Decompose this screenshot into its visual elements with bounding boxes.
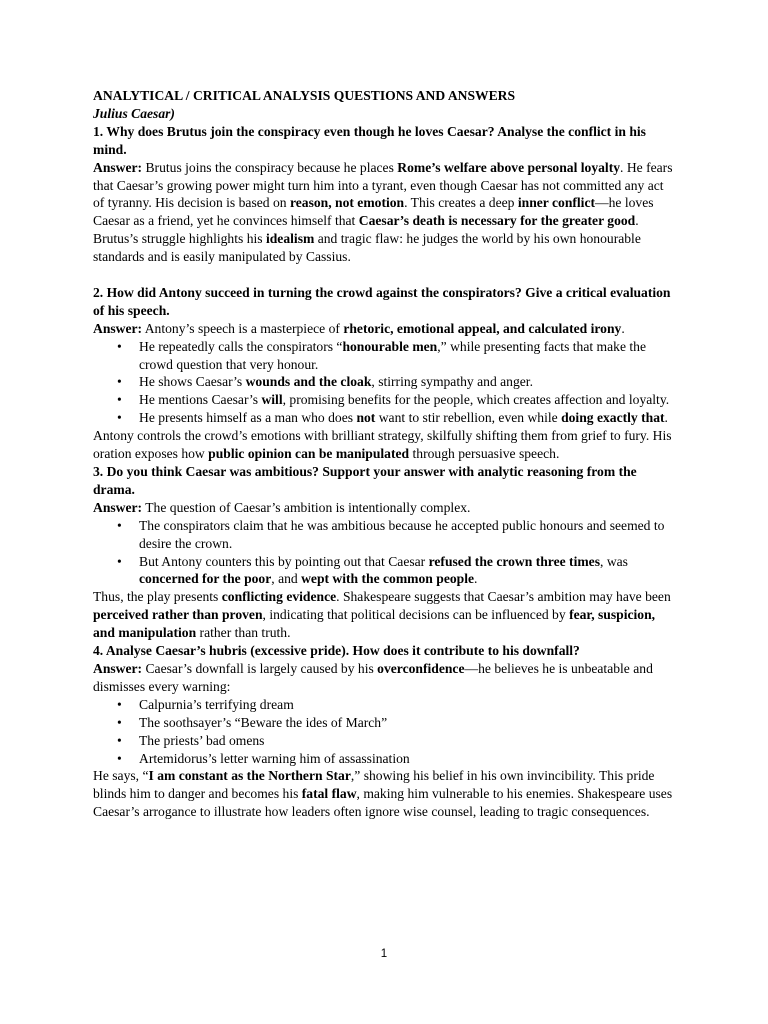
paragraph: Antony controls the crowd’s emotions with brilliant strategy, skilfully shifting them from grief to fury. His oration exposes how public opinion can be manipulated through persuasive speech. [93,428,672,462]
paragraph: Thus, the play presents conflicting evidence. Shakespeare suggests that Caesar’s ambition may have been perceived rather than proven, indicating that political decisions can be influenced by fear, suspicion, and manipulation rather than truth. [93,589,671,641]
list-item: • He mentions Caesar’s will, promising benefits for the people, which creates affection and loyalty. [139,391,678,409]
list-item: • He shows Caesar’s wounds and the cloak, stirring sympathy and anger. [139,373,678,391]
list-item: • He presents himself as a man who does not want to stir rebellion, even while doing exactly that. [139,409,678,427]
page-number: 1 [380,948,388,960]
list-item: • But Antony counters this by pointing out that Caesar refused the crown three times, was concerned for the poor, and wept with the common people. [139,553,678,589]
question-4: 4. Analyse Caesar’s hubris (excessive pride). How does it contribute to his downfall? [93,643,580,659]
answer-label: Answer: [93,660,143,676]
answer-label: Answer: [93,159,143,175]
paragraph: He says, “I am constant as the Northern Star,” showing his belief in his own invincibility. This pride blinds him to danger and becomes his fatal flaw, making him vulnerable to his enemies. Shakespeare uses Caesar’s arrogance to illustrate how leaders often ignore wise counsel, leading to tragic consequences. [93,768,673,820]
answer-4: Answer: Caesar’s downfall is largely caused by his overconfidence—he believes he is unbeatable and dismisses every warning: [93,660,653,694]
blank-line [93,266,678,284]
answer-3: Answer: The question of Caesar’s ambition is intentionally complex. [93,499,471,515]
question-1: 1. Why does Brutus join the conspiracy even though he loves Caesar? Analyse the conflict in his mind. [93,123,646,157]
list-item: • The soothsayer’s “Beware the ides of March” [139,714,678,732]
document-page [93,87,678,821]
answer-label: Answer: [93,320,143,336]
question-2: 2. How did Antony succeed in turning the crowd against the conspirators? Give a critical evaluation of his speech. [93,284,671,318]
bullet-list [93,696,678,768]
answer-2: Answer: Antony’s speech is a masterpiece of rhetoric, emotional appeal, and calculated irony. [93,320,625,336]
list-item: • The priests’ bad omens [139,732,678,750]
list-item: • The conspirators claim that he was ambitious because he accepted public honours and seemed to desire the crown. [139,517,678,553]
document-title: ANALYTICAL / CRITICAL ANALYSIS QUESTIONS AND ANSWERS [93,88,516,103]
bullet-list [93,338,678,428]
document-subtitle: Julius Caesar) [93,105,175,121]
list-item: • He repeatedly calls the conspirators “honourable men,” while presenting facts that make the crowd question that very honour. [139,338,678,374]
question-3: 3. Do you think Caesar was ambitious? Support your answer with analytic reasoning from the drama. [93,464,637,497]
list-item: • Artemidorus’s letter warning him of assassination [139,750,678,768]
bullet-list [93,517,678,589]
answer-1: Answer: Brutus joins the conspiracy because he places Rome’s welfare above personal loyalty. He fears that Caesar’s growing power might turn him into a tyrant, even though Caesar has not committed any act of tyranny. His decision is based on reason, not emotion. This creates a deep inner conflict—he loves Caesar as a friend, yet he convinces himself that Caesar’s death is necessary for the greater good. Brutus’s struggle highlights his idealism and tragic flaw: he judges the world by his own honourable standards and is easily manipulated by Cassius. [93,159,673,265]
answer-label: Answer: [93,499,143,515]
list-item: • Calpurnia’s terrifying dream [139,696,678,714]
